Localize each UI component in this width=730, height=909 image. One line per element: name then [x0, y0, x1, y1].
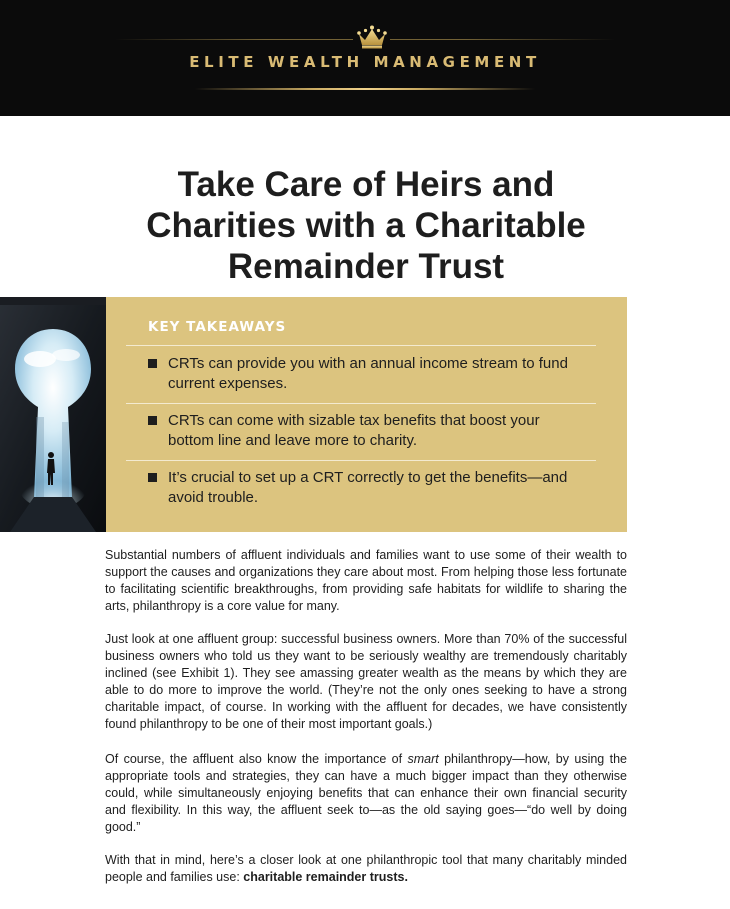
title-line-1: Take Care of Heirs and [177, 165, 555, 204]
body-paragraph-2: Just look at one affluent group: successful business owners. More than 70% of the successful business owners who told us they want to be seriously wealthy are tremendously charitably inclined (see Exhibit 1). They see amassing greater wealth as the means by which they are able to do more to improve the world. (They’re not the only ones seeking to have a strong charitable impact, of course. In working with the affluent for decades, we have consistently found philanthropy to be one of their most important goals.) [105, 632, 627, 731]
header-rule-bottom [195, 88, 535, 90]
body-paragraph-3 [105, 751, 627, 836]
title-line-2: Charities with a Charitable [146, 206, 586, 245]
square-bullet-icon [148, 473, 157, 482]
p3-text-end: philanthropy—how, by using the appropriate tools and strategies, they can have a much bigger impact than they otherwise could, while simultaneously enjoying benefits that can enhance their own financial security and flexibility. In this way, the affluent seek to—as the old saying goes—“do well by doing good.” [105, 752, 627, 834]
takeaway-item [148, 411, 588, 451]
square-bullet-icon [148, 416, 157, 425]
takeaways-divider [126, 345, 596, 346]
p3-text-start: Of course, the affluent also know the importance of [105, 752, 408, 766]
takeaway-text: CRTs can come with sizable tax benefits that boost your bottom line and leave more to charity. [168, 412, 540, 449]
title-line-3: Remainder Trust [227, 247, 505, 286]
p4-text-start: With that in mind, here’s a closer look at one philanthropic tool that many charitably minded people and families use: [105, 853, 627, 884]
body-paragraph-4 [105, 852, 627, 886]
square-bullet-icon [148, 359, 157, 368]
brand-name: ELITE WEALTH MANAGEMENT [189, 53, 541, 71]
crown-icon [356, 24, 388, 50]
takeaways-divider [126, 460, 596, 461]
keyhole-image [0, 297, 106, 532]
key-takeaways-heading: KEY TAKEAWAYS [148, 319, 287, 335]
p3-emphasis: smart [407, 752, 439, 766]
takeaway-item [148, 354, 588, 394]
takeaway-item [148, 468, 588, 508]
body-paragraph-1: Substantial numbers of affluent individuals and families want to use some of their wealth to support the causes and organizations they care about most. From helping those less fortunate to facilitating scientific breakthroughs, from providing safe habitats for wildlife to sharing the arts, philanthropy is a core value for many. [105, 548, 627, 613]
p4-bold-term: charitable remainder trusts. [243, 870, 408, 884]
key-takeaways-box [106, 297, 627, 532]
takeaway-text: CRTs can provide you with an annual income stream to fund current expenses. [168, 355, 568, 392]
page-title [110, 164, 622, 287]
header-banner [0, 0, 730, 116]
takeaways-divider [126, 403, 596, 404]
takeaway-text: It’s crucial to set up a CRT correctly to get the benefits—and avoid trouble. [168, 469, 568, 506]
